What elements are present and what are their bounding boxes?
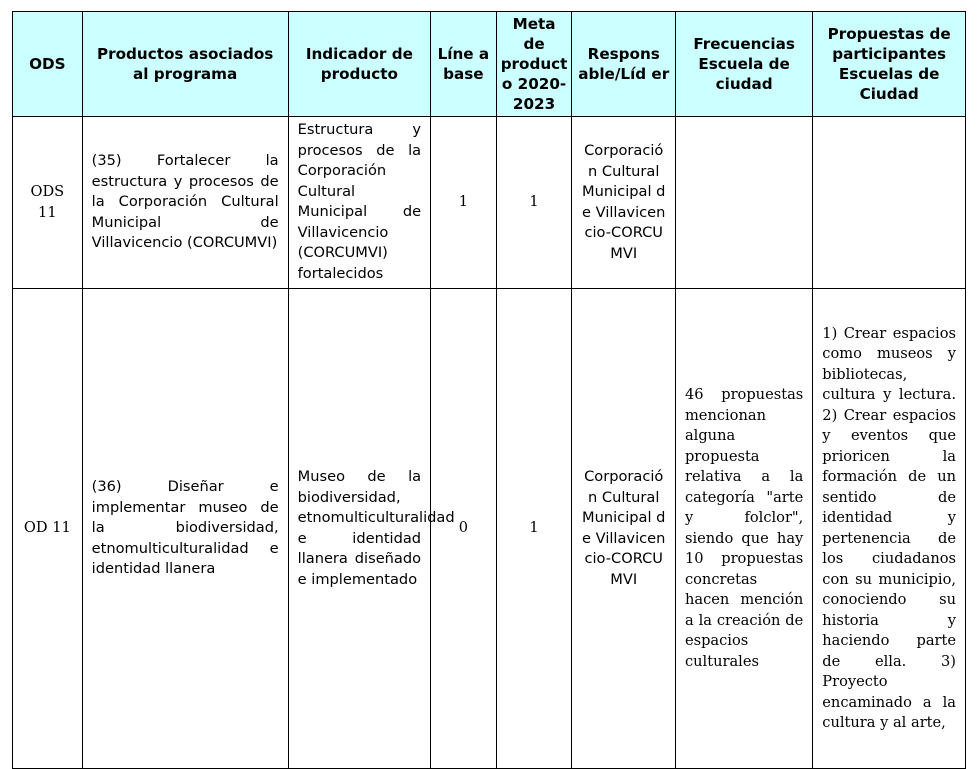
cell-frecuencias (675, 117, 812, 289)
cell-responsable: Corporación Cultural Municipal de Villavicencio-CORCUMVI (572, 289, 675, 769)
table-row (13, 117, 966, 289)
cell-linea-base: 1 (431, 117, 497, 289)
header-indicador: Indicador de producto (288, 12, 430, 117)
cell-meta: 1 (496, 289, 572, 769)
cell-indicador: Estructura y procesos de la Corporación Cultural Municipal de Villavicencio (CORCUMVI) fortalecidos (288, 117, 430, 289)
cell-ods: OD 11 (13, 289, 83, 769)
header-productos: Productos asociados al programa (82, 12, 288, 117)
cell-propuestas: 1) Crear espacios como museos y bibliotecas, cultura y lectura. 2) Crear espacios y eventos que prioricen la formación de un sentido de identidad y pertenencia de los ciudadanos con su municipio, conociendo su historia y haciendo parte de ella. 3) Proyecto encaminado a la cultura y al arte, (813, 289, 966, 769)
table-row (13, 289, 966, 769)
cell-producto: (36) Diseñar e implementar museo de la biodiversidad, etnomulticulturalidad e identidad llanera (82, 289, 288, 769)
header-linea-base: Líne a base (431, 12, 497, 117)
header-frecuencias: Frecuencias Escuela de ciudad (675, 12, 812, 117)
header-meta: Meta de product o 2020-2023 (496, 12, 572, 117)
table-header-row (13, 12, 966, 117)
cell-indicador: Museo de la biodiversidad, etnomulticulturalidad e identidad llanera diseñado e implementado (288, 289, 430, 769)
cell-linea-base: 0 (431, 289, 497, 769)
header-ods: ODS (13, 12, 83, 117)
cell-propuestas (813, 117, 966, 289)
cell-producto: (35) Fortalecer la estructura y procesos de la Corporación Cultural Municipal de Villavicencio (CORCUMVI) (82, 117, 288, 289)
cell-frecuencias: 46 propuestas mencionan alguna propuesta relativa a la categoría "arte y folclor", siendo que hay 10 propuestas concretas hacen mención a la creación de espacios culturales (675, 289, 812, 769)
header-propuestas: Propuestas de participantes Escuelas de Ciudad (813, 12, 966, 117)
cell-responsable: Corporación Cultural Municipal de Villavicencio-CORCUMVI (572, 117, 675, 289)
cell-ods: ODS 11 (13, 117, 83, 289)
header-responsable: Respons able/Líd er (572, 12, 675, 117)
cell-meta: 1 (496, 117, 572, 289)
document-table (12, 11, 966, 769)
